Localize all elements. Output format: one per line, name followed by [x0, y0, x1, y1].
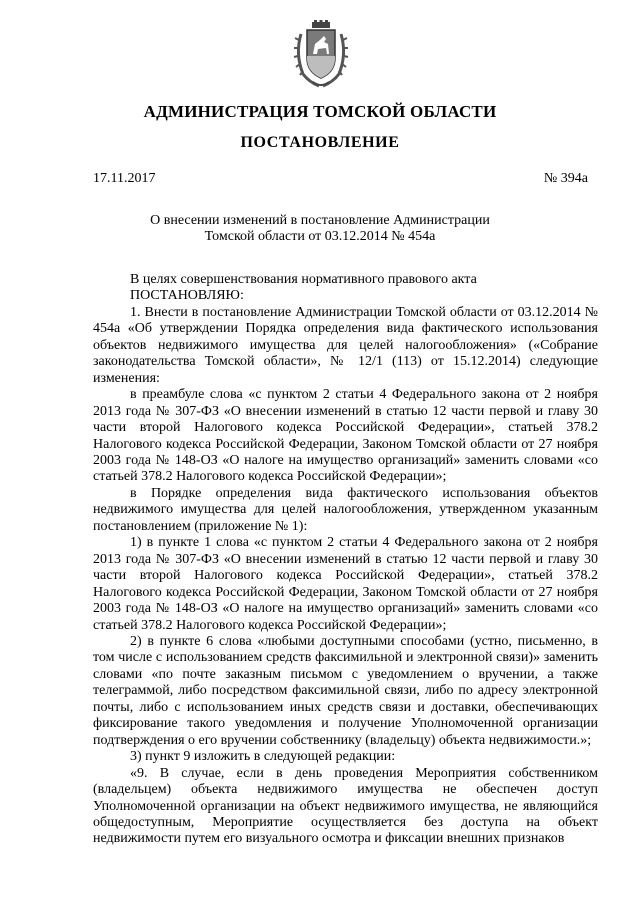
subject-line-2: Томской области от 03.12.2014 № 454а [204, 229, 436, 244]
body-paragraph: «9. В случае, если в день проведения Мероприятия собственником (владельцем) объекта недвижимого имущества не обеспечен доступ Уполномоченной организации на объект недвижимого имущества, не являющийся общедоступным, Мероприятие осуществляется без доступа на объект недвижимости путем его визуального осмотра и фиксации внешних признаков [93, 765, 598, 847]
document-subject [0, 213, 640, 245]
body-paragraph: 2) в пункте 6 слова «любыми доступными способами (устно, письменно, в том числе с использованием средств факсимильной и электронной связи)» заменить словами «по почте заказным письмом с уведомлением о вручении, а также телеграммой, либо посредством факсимильной связи, либо по адресу электронной почты, либо с использованием иных средств связи и доставки, обеспечивающих фиксирование такого уведомления и получение Уполномоченной организации подтверждения о его вручении собственнику (владельцу) объекта недвижимости.»; [93, 633, 598, 748]
body-paragraph: ПОСТАНОВЛЯЮ: [130, 288, 244, 304]
body-paragraph: в Порядке определения вида фактического использования объектов недвижимого имущества для целей налогообложения, утвержденном указанным постановлением (приложение № 1): [93, 485, 598, 534]
body-paragraph: в преамбуле слова «с пунктом 2 статьи 4 Федерального закона от 2 ноября 2013 года № 307-ФЗ «О внесении изменений в статью 12 части первой и главу 30 части второй Налогового кодекса Российской Федерации», статьей 378.2 Налогового кодекса Российской Федерации, Законом Томской области от 27 ноября 2003 года № 148-ОЗ «О налоге на имущество организаций» заменить словами «со статьей 378.2 Налогового кодекса Российской Федерации»; [93, 387, 598, 485]
document-body [93, 272, 598, 848]
document-type-title: ПОСТАНОВЛЕНИЕ [240, 134, 400, 151]
coat-of-arms-emblem-icon [293, 20, 349, 90]
body-paragraph: 1. Внести в постановление Администрации Томской области от 03.12.2014 № 454а «Об утверждении Порядка определения вида фактического использования объектов недвижимого имущества для целей налогообложения» («Собрание законодательства Томской области», № 12/1 (113) от 15.12.2014) следующие изменения: [93, 304, 598, 386]
body-paragraph: 1) в пункте 1 слова «с пунктом 2 статьи 4 Федерального закона от 2 ноября 2013 года № 307-ФЗ «О внесении изменений в статью 12 части первой и главу 30 части второй Налогового кодекса Российской Федерации», статьей 378.2 Налогового кодекса Российской Федерации, Законом Томской области от 27 ноября 2003 года № 148-ОЗ «О налоге на имущество организаций» заменить словами «со статьей 378.2 Налогового кодекса Российской Федерации»; [93, 535, 598, 633]
document-number: № 394а [543, 171, 588, 186]
organization-title: АДМИНИСТРАЦИЯ ТОМСКОЙ ОБЛАСТИ [143, 102, 497, 121]
document-date: 17.11.2017 [93, 171, 156, 186]
body-paragraph: В целях совершенствования нормативного правового акта [130, 272, 477, 287]
body-paragraph: 3) пункт 9 изложить в следующей редакции: [130, 749, 396, 765]
subject-line-1: О внесении изменений в постановление Администрации [150, 213, 490, 228]
